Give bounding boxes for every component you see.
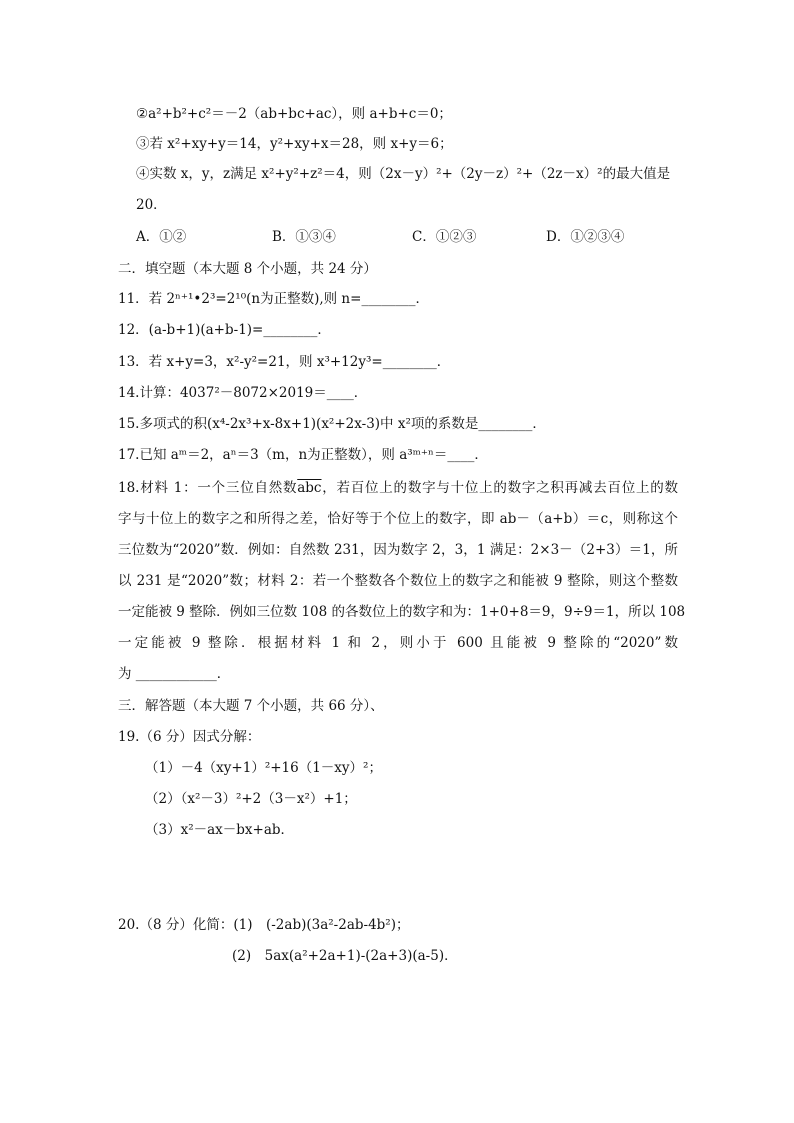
q10-item-3: ③若 x²+xy+y＝14，y²+xy+x＝28，则 x+y＝6； bbox=[136, 136, 453, 152]
question-18-line-3: 三位数为“2020”数．例如：自然数 231，因为数字 2，3，1 满足：2×3－（2+3）＝1，所 bbox=[118, 542, 678, 558]
question-18-line-2: 字与十位上的数字之和所得之差，恰好等于个位上的数字，即 ab－（a+b）＝c，则称这个 bbox=[118, 511, 678, 527]
question-18-line-4: 以 231 是“2020”数；材料 2：若一个整数各个数位上的数字之和能被 9 整除，则这个整数 bbox=[118, 573, 678, 589]
q10-option-a: A．①② bbox=[136, 229, 187, 245]
question-17: 17.已知 aᵐ＝2，aⁿ＝3（m，n为正整数），则 a³ᵐ⁺ⁿ＝____． bbox=[118, 447, 488, 463]
q10-item-2: ②a²+b²+c²＝－2（ab+bc+ac），则 a+b+c＝0； bbox=[136, 106, 452, 122]
question-18-line-1 bbox=[118, 478, 678, 498]
question-15: 15.多项式的积(x⁴-2x³+x-8x+1)(x²+2x-3)中 x²项的系数是________． bbox=[118, 416, 546, 432]
question-14: 14.计算：4037²－8072×2019＝____． bbox=[118, 385, 368, 401]
q10-item-4-continued: 20． bbox=[136, 197, 167, 213]
question-20-title: 20.（8 分）化简：(1) (-2ab)(3a²-2ab-4b²)； bbox=[118, 917, 410, 933]
question-19-part-1: （1）－4（xy+1）²+16（1－xy）²； bbox=[145, 760, 382, 776]
q10-option-b: B．①③④ bbox=[272, 229, 336, 245]
q10-item-4: ④实数 x，y，z满足 x²+y²+z²＝4，则（2x－y）²+（2y－z）²+（2z－x）²的最大值是 bbox=[136, 166, 671, 182]
question-19-part-2: （2）（x²－3）²+2（3－x²）+1； bbox=[145, 791, 357, 807]
question-13: 13．若 x+y=3，x²-y²=21，则 x³+12y³=________． bbox=[118, 354, 451, 370]
question-11: 11．若 2ⁿ⁺¹•2³=2¹⁰(n为正整数),则 n=________． bbox=[118, 291, 429, 307]
section-3-heading: 三．解答题（本大题 7 个小题，共 66 分）、 bbox=[118, 698, 384, 714]
q18-text-end: ，若百位上的数字与十位上的数字之积再减去百位上的数 bbox=[321, 480, 678, 496]
question-18-line-7: 为 ____________． bbox=[118, 666, 231, 682]
q10-option-d: D．①②③④ bbox=[546, 229, 625, 245]
q18-text-start: 18.材料 1：一个三位自然数 bbox=[118, 480, 298, 496]
question-18-line-6: 一定能被 9 整除．根据材料 1 和 2，则小于 600 且能被 9 整除的“2020”数 bbox=[118, 635, 678, 651]
question-20-part-2: (2) 5ax(a²+2a+1)-(2a+3)(a-5)． bbox=[232, 948, 458, 964]
question-19-title: 19.（6 分）因式分解： bbox=[118, 729, 261, 745]
q18-overlined-number: $\overline{abc}$ bbox=[297, 480, 322, 496]
question-12: 12．(a-b+1)(a+b-1)=________． bbox=[118, 322, 331, 338]
section-2-heading: 二．填空题（本大题 8 个小题，共 24 分） bbox=[118, 261, 377, 277]
question-19-part-3: （3）x²－ax－bx+ab． bbox=[145, 822, 295, 838]
question-18-line-5: 一定能被 9 整除．例如三位数 108 的各数位上的数字和为：1+0+8＝9，9÷9＝1，所以 108 bbox=[118, 604, 686, 620]
q10-option-c: C．①②③ bbox=[412, 229, 477, 245]
